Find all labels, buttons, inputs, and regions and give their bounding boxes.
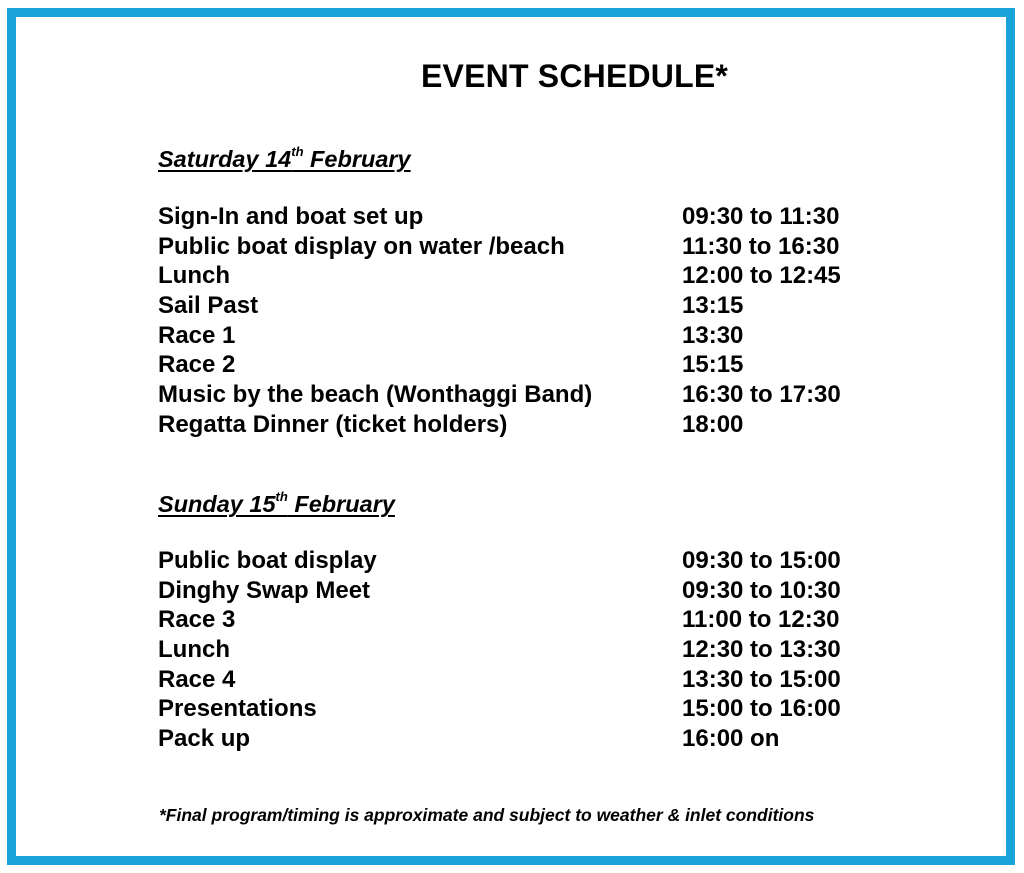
event-time: 09:30 to 10:30: [682, 576, 841, 604]
event-time: 13:30 to 15:00: [682, 665, 841, 693]
schedule-row: [158, 292, 918, 322]
event-name: Race 2: [158, 351, 236, 379]
schedule-row: [158, 233, 918, 263]
schedule-row: [158, 606, 918, 636]
event-name: Regatta Dinner (ticket holders): [158, 410, 508, 438]
event-name: Race 3: [158, 606, 236, 634]
event-time: 15:15: [682, 351, 744, 379]
day-heading-ordinal: th: [291, 144, 304, 160]
day-heading-month: February: [303, 146, 411, 172]
event-time: 13:15: [682, 292, 744, 320]
event-name: Dinghy Swap Meet: [158, 576, 371, 604]
day-heading-sunday: [158, 491, 395, 518]
event-time: 13:30: [682, 321, 744, 349]
event-name: Public boat display: [158, 547, 377, 574]
event-name: Sail Past: [158, 292, 259, 320]
schedule-saturday: [158, 203, 918, 441]
schedule-row: [158, 203, 918, 233]
schedule-row: [158, 577, 918, 607]
day-heading-ordinal: th: [275, 489, 288, 505]
page-title: EVENT SCHEDULE*: [421, 58, 729, 94]
event-time: 16:00 on: [682, 725, 780, 753]
event-time: 09:30 to 15:00: [682, 547, 841, 574]
schedule-row: [158, 322, 918, 352]
event-time: 18:00: [682, 410, 744, 438]
schedule-row: [158, 262, 918, 292]
event-time: 16:30 to 17:30: [682, 381, 841, 409]
day-heading-saturday: [158, 146, 411, 173]
event-name: Race 4: [158, 665, 236, 693]
day-heading-text: Saturday 14: [158, 146, 292, 172]
event-time: 12:00 to 12:45: [682, 262, 841, 290]
event-time: 11:30 to 16:30: [682, 232, 840, 260]
footnote: *Final program/timing is approximate and subject to weather & inlet conditions: [159, 805, 815, 825]
schedule-row: [158, 411, 918, 441]
schedule-row: [158, 695, 918, 725]
day-heading-month: February: [287, 491, 395, 517]
schedule-sunday: [158, 547, 918, 755]
event-time: 12:30 to 13:30: [682, 636, 841, 664]
schedule-row: [158, 725, 918, 755]
schedule-row: [158, 666, 918, 696]
event-name: Music by the beach (Wonthaggi Band): [158, 381, 593, 409]
event-name: Pack up: [158, 725, 251, 753]
schedule-row: [158, 351, 918, 381]
schedule-row: [158, 636, 918, 666]
schedule-row: [158, 547, 918, 577]
schedule-row: [158, 381, 918, 411]
event-name: Lunch: [158, 636, 230, 664]
event-time: 15:00 to 16:00: [682, 695, 841, 723]
event-time: 11:00 to 12:30: [682, 606, 840, 634]
event-name: Lunch: [158, 262, 230, 290]
event-name: Public boat display on water /beach: [158, 232, 565, 260]
event-name: Presentations: [158, 695, 317, 723]
event-name: Race 1: [158, 321, 236, 349]
day-heading-text: Sunday 15: [158, 491, 276, 517]
event-name: Sign-In and boat set up: [158, 203, 424, 230]
event-time: 09:30 to 11:30: [682, 203, 840, 230]
